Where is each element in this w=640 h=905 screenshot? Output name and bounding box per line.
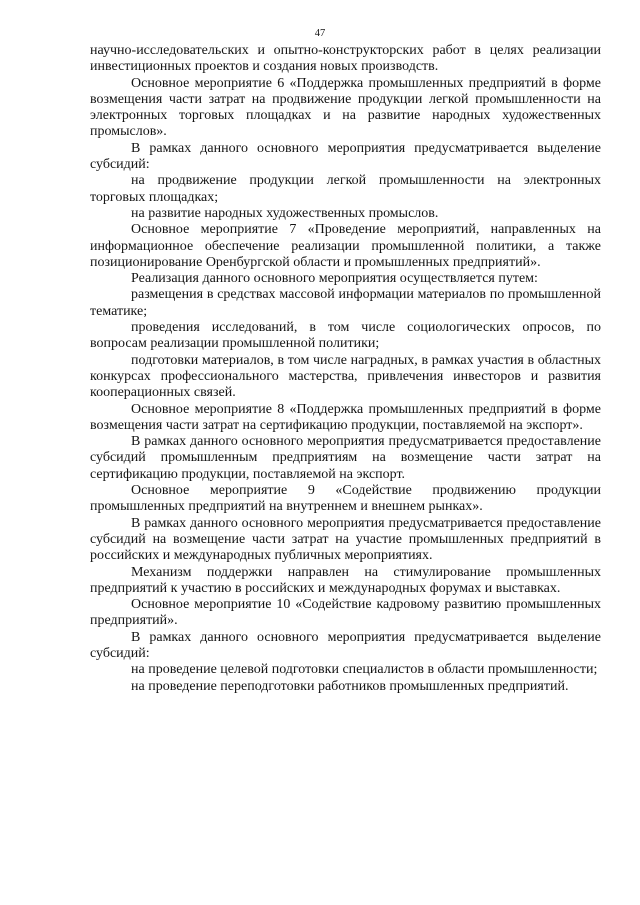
paragraph-measure-6: Основное мероприятие 6 «Поддержка промышленных предприятий в форме возмещения части затрат на продвижение продукции легкой промышленности на электронных торговых площадках и на развитие народных художественных промыслов».: [90, 75, 601, 140]
list-item: проведения исследований, в том числе социологических опросов, по вопросам реализации промышленной политики;: [90, 320, 601, 352]
paragraph-measure-7: Основное мероприятие 7 «Проведение мероприятий, направленных на информационное обеспечение реализации промышленной политики, а также позиционирование Оренбургской области и промышленных предприятий».: [90, 222, 601, 270]
paragraph-support-mechanism: Механизм поддержки направлен на стимулирование промышленных предприятий к участию в российских и международных форумах и выставках.: [90, 564, 601, 596]
page-number: 47: [314, 28, 326, 39]
list-item: на проведение целевой подготовки специалистов в области промышленности;: [131, 662, 598, 678]
body-text: [90, 43, 601, 695]
paragraph-measure-9-details: В рамках данного основного мероприятия предусматривается предоставление субсидий на возмещение части затрат на участие промышленных предприятий в российских и международных публичных мероприятиях.: [90, 515, 601, 564]
list-item: на продвижение продукции легкой промышленности на электронных торговых площадках;: [90, 173, 601, 205]
paragraph-subsidies-intro: В рамках данного основного мероприятия предусматривается выделение субсидий:: [90, 140, 601, 173]
list-item: подготовки материалов, в том числе наградных, в рамках участия в областных конкурсах профессионального мастерства, привлечения инвесторов и развития кооперационных связей.: [90, 352, 601, 401]
list-item: на проведение переподготовки работников промышленных предприятий.: [131, 678, 569, 694]
list-item: на развитие народных художественных промыслов.: [131, 205, 439, 221]
paragraph-measure-8: Основное мероприятие 8 «Поддержка промышленных предприятий в форме возмещения части затрат на сертификацию продукции, поставляемой на экспорт».: [90, 401, 601, 433]
paragraph-subsidies-intro: В рамках данного основного мероприятия предусматривается выделение субсидий:: [90, 629, 601, 661]
paragraph-measure-9: Основное мероприятие 9 «Содействие продвижению продукции промышленных предприятий на внутреннем и внешнем рынках».: [90, 483, 601, 515]
paragraph-continuation: научно-исследовательских и опытно-конструкторских работ в целях реализации инвестиционных проектов и создания новых производств.: [90, 43, 601, 75]
list-item: размещения в средствах массовой информации материалов по промышленной тематике;: [90, 287, 601, 319]
paragraph-measure-8-details: В рамках данного основного мероприятия предусматривается предоставление субсидий промышленным предприятиям на возмещение части затрат на сертификацию продукции, поставляемой на экспорт.: [90, 434, 601, 482]
paragraph-implementation-intro: Реализация данного основного мероприятия осуществляется путем:: [131, 271, 538, 287]
paragraph-measure-10: Основное мероприятие 10 «Содействие кадровому развитию промышленных предприятий».: [90, 597, 601, 629]
